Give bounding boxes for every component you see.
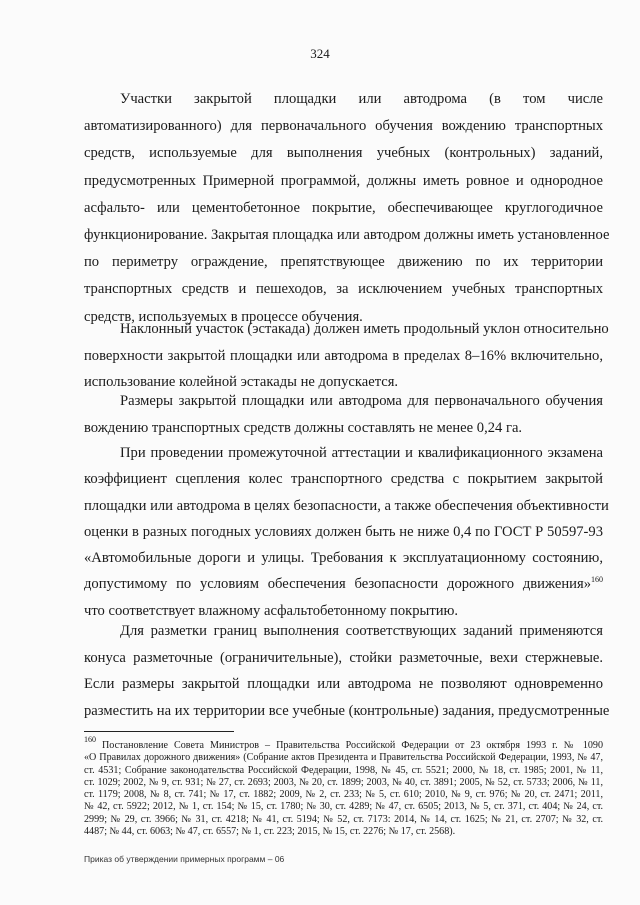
paragraph-3 xyxy=(84,388,603,441)
text-line-content: допустимому по условиям обеспечения безопасности дорожного движения» xyxy=(84,576,591,593)
text-line: разместить на их территории все учебные (контрольные) задания, предусмотренные xyxy=(84,702,610,719)
footnote-160 xyxy=(84,735,604,838)
footnote-line: ст. 1029; 2002, № 9, ст. 931; № 27, ст. 2693; 2003, № 20, ст. 1899; 2003, № 40, ст. 3891; 2005, № 52, ст. 5733; 2006, № 11, xyxy=(84,776,603,788)
text-line: оценки в разных погодных условиях должен быть не ниже 0,4 по ГОСТ Р 50597-93 xyxy=(84,523,603,540)
paragraph-5 xyxy=(84,618,610,724)
text-line: средств, используемых в процессе обучения. xyxy=(84,308,363,325)
footnote-line: № 42, ст. 5922; 2012, № 1, ст. 154; № 15, ст. 1780; № 30, ст. 4289; № 47, ст. 6505; 2013, № 5, ст. 371, ст. 404; № 24, ст. xyxy=(84,801,603,813)
text-line: Для разметки границ выполнения соответствующих заданий применяются xyxy=(120,623,603,639)
text-line: конуса разметочные (ограничительные), стойки разметочные, вехи стержневые. xyxy=(84,649,603,666)
text-line: асфальто- или цементобетонное покрытие, обеспечивающее круглогодичное xyxy=(84,199,603,216)
footnote-line xyxy=(84,735,604,752)
text-line: по периметру ограждение, препятствующее движению по их территории xyxy=(84,254,603,271)
text-line: Размеры закрытой площадки или автодрома для первоначального обучения xyxy=(120,393,603,409)
page-number: 324 xyxy=(310,46,330,61)
text-line: площадки или автодрома в целях безопасности, а также обеспечения объективности xyxy=(84,497,609,514)
footnote-text: Постановление Совета Министров – Правительства Российской Федерации от 23 октября 1993 г. № 1090 xyxy=(102,740,604,751)
footnote-number: 160 xyxy=(84,735,96,744)
paragraph-1 xyxy=(84,86,610,331)
text-line: Если размеры закрытой площадки или автодрома не позволяют одновременно xyxy=(84,676,603,692)
text-line: При проведении промежуточной аттестации и квалификационного экзамена xyxy=(120,445,603,461)
footnote-divider xyxy=(84,731,234,732)
text-line: поверхности закрытой площадки или автодрома в пределах 8–16% включительно, xyxy=(84,347,603,364)
footnote-line: 2999; № 29, ст. 3966; № 31, ст. 4218; № 41, ст. 5194; № 52, ст. 7173: 2014, № 14, ст. 1625; № 21, ст. 2707; № 32, ст. xyxy=(84,813,603,825)
footnote-reference[interactable]: 160 xyxy=(591,575,603,585)
text-line: Наклонный участок (эстакада) должен иметь продольный уклон относительно xyxy=(120,321,609,337)
text-line: функционирование. Закрытая площадка или автодром должны иметь установленное xyxy=(84,227,610,244)
text-line: что соответствует влажному асфальтобетонному покрытию. xyxy=(84,602,459,619)
text-line: использование колейной эстакады не допускается. xyxy=(84,374,399,390)
paragraph-4 xyxy=(84,440,609,624)
text-line: Участки закрытой площадки или автодрома (в том числе xyxy=(120,91,603,107)
footnote-line: «О Правилах дорожного движения» (Собрание актов Президента и Правительства Российской Федерации, 1993, № 47, xyxy=(84,752,603,764)
footnote-line: ст. 1179; 2008, № 8, ст. 741; № 17, ст. 1882; 2009, № 2, ст. 233; № 5, ст. 610; 2010, № 9, ст. 976; № 20, ст. 2471; 2011, xyxy=(84,789,603,801)
text-line: «Автомобильные дороги и улицы. Требования к эксплуатационному состоянию, xyxy=(84,550,603,567)
text-line: предусмотренных Примерной программой, должны иметь ровное и однородное xyxy=(84,172,603,189)
text-line: автоматизированного) для первоначального обучения вождению транспортных xyxy=(84,118,603,135)
text-line: средств, используемые для выполнения учебных (контрольных) заданий, xyxy=(84,145,603,162)
paragraph-2 xyxy=(84,316,609,396)
text-line: коэффициент сцепления колес транспортного средства с покрытием закрытой xyxy=(84,471,603,488)
text-line: вождению транспортных средств должны составлять не менее 0,24 га. xyxy=(84,419,523,436)
footnote-line: 4487; № 44, ст. 6063; № 47, ст. 6557; № 1, ст. 223; 2015, № 15, ст. 2276; № 17, ст. 2568). xyxy=(84,826,456,838)
page-footer: Приказ об утверждении примерных программ – 06 xyxy=(84,854,285,864)
text-line xyxy=(84,571,603,597)
text-line: транспортных средств и пешеходов, за исключением учебных транспортных xyxy=(84,281,603,298)
footnote-line: ст. 4531; Собрание законодательства Российской Федерации, 1998, № 45, ст. 5521; 2000, № 18, ст. 1985; 2001, № 11, xyxy=(84,764,603,776)
